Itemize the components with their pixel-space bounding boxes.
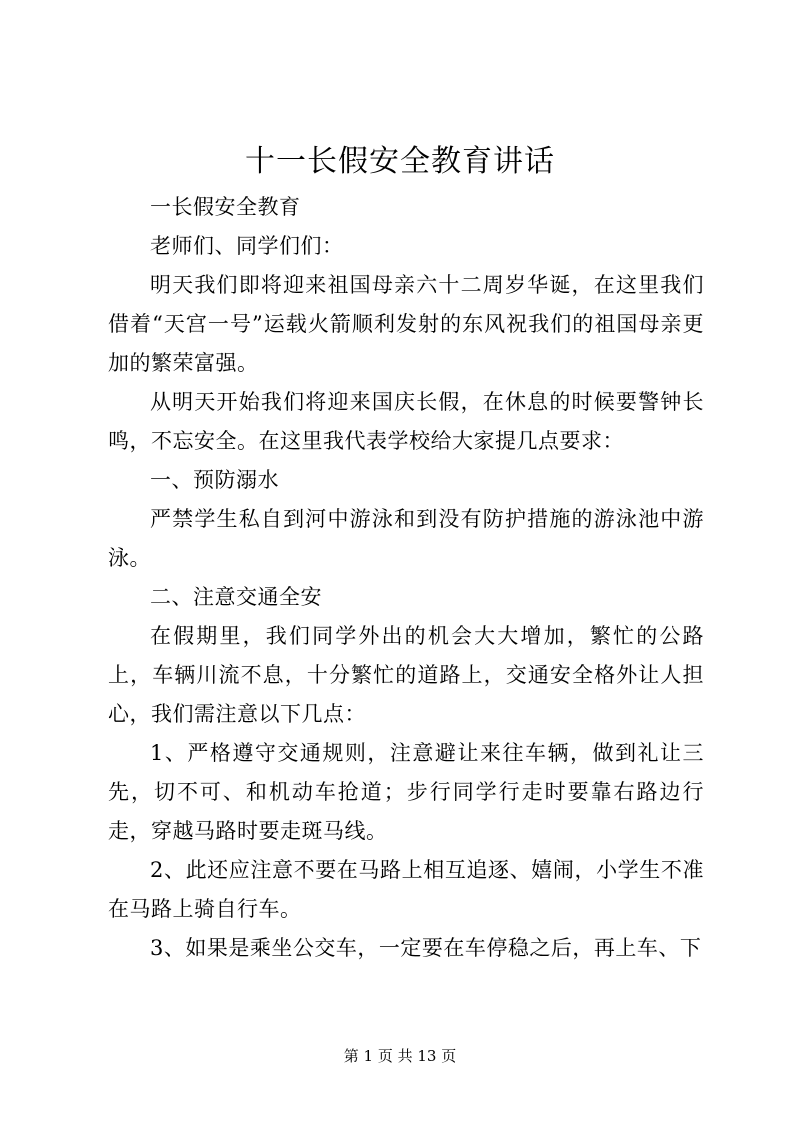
document-title: 十一长假安全教育讲话 <box>245 144 555 179</box>
paragraph-traffic-rule-3: 3、如果是乘坐公交车，一定要在车停稳之后，再上车、下 <box>150 936 702 960</box>
paragraph-holiday-notice: 从明天开始我们将迎来国庆长假，在休息的时候要警钟长鸣，不忘安全。在这里我代表学校给大家提几点要求： <box>108 390 704 453</box>
paragraph-traffic-intro: 在假期里，我们同学外出的机会大大增加，繁忙的公路上，车辆川流不息，十分繁忙的道路上，交通安全格外让人担心，我们需注意以下几点： <box>108 624 704 726</box>
paragraph-intro: 明天我们即将迎来祖国母亲六十二周岁华诞，在这里我们借着“天宫一号”运载火箭顺利发射的东风祝我们的祖国母亲更加的繁荣富强。 <box>108 273 704 375</box>
paragraph-subtitle: 一长假安全教育 <box>150 195 301 219</box>
paragraph-traffic-rule-1: 1、严格遵守交通规则，注意避让来往车辆，做到礼让三先，切不可、和机动车抢道；步行同学行走时要靠右路边行走，穿越马路时要走斑马线。 <box>108 741 704 843</box>
page-number-footer: 第 1 页 共 13 页 <box>343 1047 457 1065</box>
section-heading-traffic: 二、注意交通全安 <box>150 585 322 609</box>
section-heading-drowning: 一、预防溺水 <box>150 468 279 492</box>
paragraph-traffic-rule-2: 2、此还应注意不要在马路上相互追逐、嬉闹，小学生不准在马路上骑自行车。 <box>108 858 704 921</box>
document-body <box>108 188 704 968</box>
paragraph-drowning: 严禁学生私自到河中游泳和到没有防护措施的游泳池中游泳。 <box>108 507 704 570</box>
paragraph-greeting: 老师们、同学们们： <box>150 234 344 258</box>
